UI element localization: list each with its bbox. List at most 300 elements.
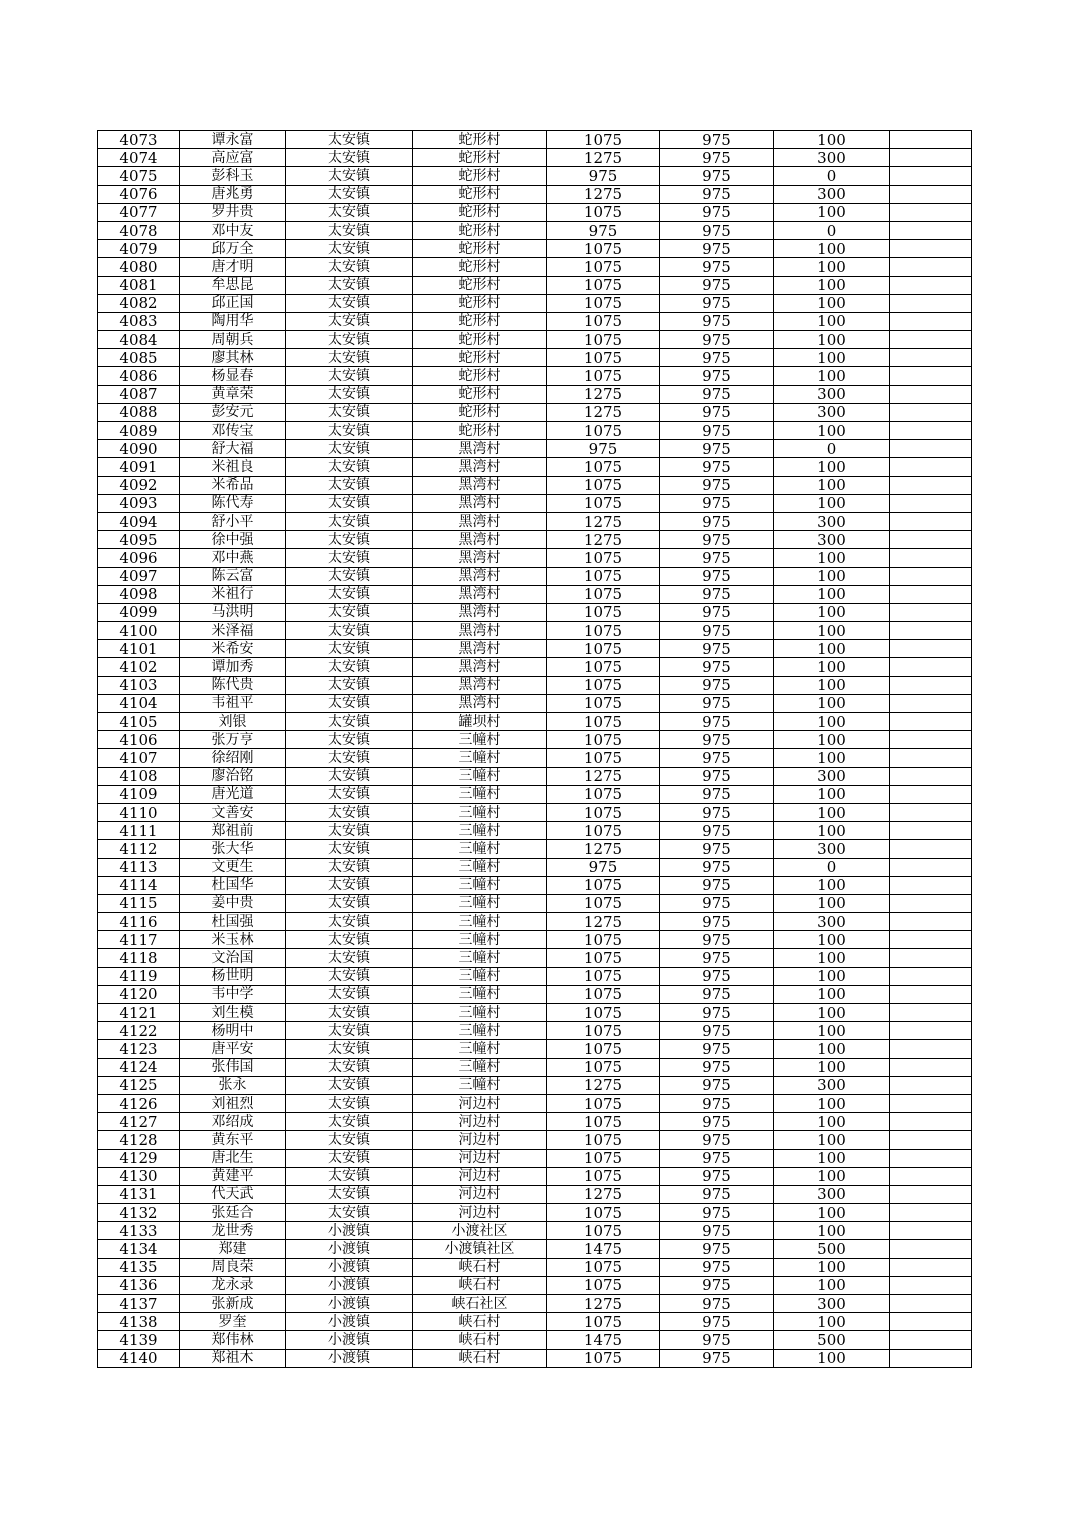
name-cell: 罗井贵	[180, 203, 286, 221]
amount-a-cell: 1275	[547, 403, 660, 421]
amount-c-cell: 300	[774, 149, 890, 167]
town-cell: 太安镇	[286, 749, 413, 767]
table-row	[98, 767, 972, 785]
name-cell: 代天武	[180, 1185, 286, 1203]
amount-a-cell: 1075	[547, 349, 660, 367]
row-number-cell: 4101	[98, 640, 180, 658]
amount-b-cell: 975	[660, 894, 774, 912]
amount-b-cell: 975	[660, 1149, 774, 1167]
village-cell: 三幢村	[413, 731, 547, 749]
amount-c-cell: 100	[774, 331, 890, 349]
remark-cell	[890, 1222, 972, 1240]
remark-cell	[890, 1076, 972, 1094]
remark-cell	[890, 1276, 972, 1294]
remark-cell	[890, 803, 972, 821]
amount-b-cell: 975	[660, 785, 774, 803]
remark-cell	[890, 567, 972, 585]
row-number-cell: 4087	[98, 385, 180, 403]
amount-c-cell: 100	[774, 876, 890, 894]
name-cell: 韦祖平	[180, 694, 286, 712]
table-row	[98, 585, 972, 603]
amount-b-cell: 975	[660, 822, 774, 840]
village-cell: 小渡镇社区	[413, 1240, 547, 1258]
amount-c-cell: 100	[774, 1040, 890, 1058]
row-number-cell: 4132	[98, 1204, 180, 1222]
town-cell: 太安镇	[286, 240, 413, 258]
amount-a-cell: 1075	[547, 876, 660, 894]
name-cell: 陈代寿	[180, 494, 286, 512]
amount-a-cell: 1075	[547, 1094, 660, 1112]
remark-cell	[890, 149, 972, 167]
table-row	[98, 1185, 972, 1203]
row-number-cell: 4134	[98, 1240, 180, 1258]
name-cell: 陈云富	[180, 567, 286, 585]
row-number-cell: 4119	[98, 967, 180, 985]
amount-a-cell: 1275	[547, 840, 660, 858]
amount-b-cell: 975	[660, 203, 774, 221]
village-cell: 罐坝村	[413, 713, 547, 731]
amount-a-cell: 975	[547, 167, 660, 185]
amount-b-cell: 975	[660, 985, 774, 1003]
remark-cell	[890, 403, 972, 421]
village-cell: 三幢村	[413, 1076, 547, 1094]
row-number-cell: 4102	[98, 658, 180, 676]
name-cell: 张廷合	[180, 1204, 286, 1222]
row-number-cell: 4115	[98, 894, 180, 912]
row-number-cell: 4091	[98, 458, 180, 476]
remark-cell	[890, 949, 972, 967]
amount-b-cell: 975	[660, 858, 774, 876]
remark-cell	[890, 931, 972, 949]
town-cell: 太安镇	[286, 149, 413, 167]
village-cell: 黑湾村	[413, 567, 547, 585]
amount-a-cell: 1275	[547, 913, 660, 931]
amount-b-cell: 975	[660, 476, 774, 494]
town-cell: 太安镇	[286, 185, 413, 203]
name-cell: 文治国	[180, 949, 286, 967]
name-cell: 郑建	[180, 1240, 286, 1258]
village-cell: 三幢村	[413, 749, 547, 767]
name-cell: 廖治铭	[180, 767, 286, 785]
amount-b-cell: 975	[660, 603, 774, 621]
village-cell: 黑湾村	[413, 622, 547, 640]
town-cell: 太安镇	[286, 1022, 413, 1040]
table-row	[98, 731, 972, 749]
amount-a-cell: 1075	[547, 367, 660, 385]
remark-cell	[890, 1313, 972, 1331]
remark-cell	[890, 1040, 972, 1058]
village-cell: 黑湾村	[413, 676, 547, 694]
town-cell: 太安镇	[286, 167, 413, 185]
row-number-cell: 4137	[98, 1295, 180, 1313]
village-cell: 蛇形村	[413, 349, 547, 367]
village-cell: 三幢村	[413, 1040, 547, 1058]
amount-c-cell: 100	[774, 1276, 890, 1294]
town-cell: 太安镇	[286, 767, 413, 785]
amount-a-cell: 1075	[547, 549, 660, 567]
village-cell: 河边村	[413, 1185, 547, 1203]
table-row	[98, 476, 972, 494]
table-row	[98, 822, 972, 840]
amount-c-cell: 100	[774, 240, 890, 258]
row-number-cell: 4124	[98, 1058, 180, 1076]
amount-a-cell: 1075	[547, 258, 660, 276]
village-cell: 黑湾村	[413, 658, 547, 676]
town-cell: 小渡镇	[286, 1258, 413, 1276]
amount-a-cell: 1075	[547, 1022, 660, 1040]
amount-a-cell: 1075	[547, 1167, 660, 1185]
amount-a-cell: 1075	[547, 785, 660, 803]
remark-cell	[890, 876, 972, 894]
town-cell: 太安镇	[286, 1113, 413, 1131]
remark-cell	[890, 894, 972, 912]
village-cell: 峡石社区	[413, 1295, 547, 1313]
town-cell: 太安镇	[286, 367, 413, 385]
town-cell: 太安镇	[286, 822, 413, 840]
amount-a-cell: 975	[547, 440, 660, 458]
amount-b-cell: 975	[660, 1058, 774, 1076]
town-cell: 太安镇	[286, 785, 413, 803]
amount-c-cell: 100	[774, 658, 890, 676]
town-cell: 太安镇	[286, 967, 413, 985]
amount-b-cell: 975	[660, 803, 774, 821]
village-cell: 黑湾村	[413, 476, 547, 494]
amount-a-cell: 1075	[547, 585, 660, 603]
table-row	[98, 749, 972, 767]
amount-b-cell: 975	[660, 1167, 774, 1185]
remark-cell	[890, 676, 972, 694]
village-cell: 峡石村	[413, 1313, 547, 1331]
village-cell: 蛇形村	[413, 367, 547, 385]
amount-b-cell: 975	[660, 131, 774, 149]
table-row	[98, 785, 972, 803]
amount-b-cell: 975	[660, 167, 774, 185]
table-row	[98, 913, 972, 931]
amount-b-cell: 975	[660, 1040, 774, 1058]
name-cell: 唐才明	[180, 258, 286, 276]
amount-c-cell: 100	[774, 1222, 890, 1240]
town-cell: 小渡镇	[286, 1313, 413, 1331]
town-cell: 太安镇	[286, 1149, 413, 1167]
amount-c-cell: 100	[774, 803, 890, 821]
row-number-cell: 4098	[98, 585, 180, 603]
amount-a-cell: 1075	[547, 967, 660, 985]
remark-cell	[890, 785, 972, 803]
row-number-cell: 4110	[98, 803, 180, 821]
remark-cell	[890, 1022, 972, 1040]
amount-b-cell: 975	[660, 149, 774, 167]
remark-cell	[890, 131, 972, 149]
village-cell: 黑湾村	[413, 531, 547, 549]
town-cell: 太安镇	[286, 422, 413, 440]
village-cell: 河边村	[413, 1204, 547, 1222]
amount-c-cell: 0	[774, 221, 890, 239]
amount-a-cell: 1275	[547, 767, 660, 785]
row-number-cell: 4074	[98, 149, 180, 167]
town-cell: 太安镇	[286, 403, 413, 421]
amount-c-cell: 100	[774, 640, 890, 658]
remark-cell	[890, 1295, 972, 1313]
amount-c-cell: 100	[774, 294, 890, 312]
town-cell: 太安镇	[286, 294, 413, 312]
table-row	[98, 1131, 972, 1149]
amount-b-cell: 975	[660, 622, 774, 640]
amount-b-cell: 975	[660, 1131, 774, 1149]
table-row	[98, 512, 972, 530]
amount-a-cell: 1075	[547, 1131, 660, 1149]
amount-c-cell: 100	[774, 258, 890, 276]
town-cell: 太安镇	[286, 913, 413, 931]
row-number-cell: 4103	[98, 676, 180, 694]
name-cell: 邱万全	[180, 240, 286, 258]
amount-a-cell: 1075	[547, 1313, 660, 1331]
table-row	[98, 385, 972, 403]
amount-a-cell: 1075	[547, 276, 660, 294]
row-number-cell: 4140	[98, 1349, 180, 1367]
name-cell: 杜国强	[180, 913, 286, 931]
name-cell: 谭加秀	[180, 658, 286, 676]
amount-a-cell: 1075	[547, 331, 660, 349]
row-number-cell: 4079	[98, 240, 180, 258]
amount-b-cell: 975	[660, 567, 774, 585]
amount-b-cell: 975	[660, 1331, 774, 1349]
row-number-cell: 4139	[98, 1331, 180, 1349]
name-cell: 黄建平	[180, 1167, 286, 1185]
remark-cell	[890, 1131, 972, 1149]
town-cell: 太安镇	[286, 440, 413, 458]
row-number-cell: 4105	[98, 713, 180, 731]
amount-c-cell: 100	[774, 585, 890, 603]
amount-b-cell: 975	[660, 1276, 774, 1294]
amount-b-cell: 975	[660, 840, 774, 858]
amount-b-cell: 975	[660, 458, 774, 476]
amount-a-cell: 1475	[547, 1240, 660, 1258]
village-cell: 黑湾村	[413, 494, 547, 512]
village-cell: 峡石村	[413, 1349, 547, 1367]
table-row	[98, 676, 972, 694]
row-number-cell: 4136	[98, 1276, 180, 1294]
amount-c-cell: 100	[774, 1258, 890, 1276]
name-cell: 郑祖木	[180, 1349, 286, 1367]
amount-a-cell: 1075	[547, 1004, 660, 1022]
amount-b-cell: 975	[660, 1222, 774, 1240]
amount-c-cell: 100	[774, 1349, 890, 1367]
row-number-cell: 4097	[98, 567, 180, 585]
amount-b-cell: 975	[660, 258, 774, 276]
remark-cell	[890, 1149, 972, 1167]
village-cell: 黑湾村	[413, 585, 547, 603]
row-number-cell: 4092	[98, 476, 180, 494]
amount-a-cell: 1075	[547, 640, 660, 658]
amount-c-cell: 100	[774, 312, 890, 330]
amount-b-cell: 975	[660, 1349, 774, 1367]
table-row	[98, 1004, 972, 1022]
village-cell: 三幢村	[413, 985, 547, 1003]
row-number-cell: 4084	[98, 331, 180, 349]
name-cell: 牟思昆	[180, 276, 286, 294]
name-cell: 唐平安	[180, 1040, 286, 1058]
name-cell: 米泽福	[180, 622, 286, 640]
name-cell: 徐中强	[180, 531, 286, 549]
name-cell: 米祖良	[180, 458, 286, 476]
row-number-cell: 4123	[98, 1040, 180, 1058]
amount-a-cell: 1075	[547, 494, 660, 512]
table-row	[98, 876, 972, 894]
amount-c-cell: 100	[774, 622, 890, 640]
amount-c-cell: 100	[774, 731, 890, 749]
name-cell: 刘生模	[180, 1004, 286, 1022]
table-row	[98, 622, 972, 640]
town-cell: 太安镇	[286, 876, 413, 894]
table-row	[98, 713, 972, 731]
town-cell: 小渡镇	[286, 1276, 413, 1294]
name-cell: 韦中学	[180, 985, 286, 1003]
town-cell: 太安镇	[286, 603, 413, 621]
village-cell: 蛇形村	[413, 276, 547, 294]
amount-c-cell: 100	[774, 1004, 890, 1022]
town-cell: 太安镇	[286, 694, 413, 712]
name-cell: 文善安	[180, 803, 286, 821]
table-row	[98, 1276, 972, 1294]
village-cell: 蛇形村	[413, 294, 547, 312]
remark-cell	[890, 913, 972, 931]
village-cell: 河边村	[413, 1094, 547, 1112]
name-cell: 龙世秀	[180, 1222, 286, 1240]
name-cell: 邓中燕	[180, 549, 286, 567]
village-cell: 蛇形村	[413, 258, 547, 276]
table-row	[98, 185, 972, 203]
table-row	[98, 312, 972, 330]
remark-cell	[890, 531, 972, 549]
table-row	[98, 1295, 972, 1313]
amount-c-cell: 500	[774, 1240, 890, 1258]
name-cell: 马洪明	[180, 603, 286, 621]
town-cell: 太安镇	[286, 676, 413, 694]
name-cell: 刘祖烈	[180, 1094, 286, 1112]
table-row	[98, 221, 972, 239]
village-cell: 蛇形村	[413, 240, 547, 258]
amount-b-cell: 975	[660, 512, 774, 530]
row-number-cell: 4081	[98, 276, 180, 294]
village-cell: 黑湾村	[413, 694, 547, 712]
village-cell: 三幢村	[413, 785, 547, 803]
table-row	[98, 1222, 972, 1240]
table-row	[98, 1040, 972, 1058]
amount-a-cell: 1275	[547, 185, 660, 203]
name-cell: 郑祖前	[180, 822, 286, 840]
table-row	[98, 1204, 972, 1222]
row-number-cell: 4076	[98, 185, 180, 203]
amount-a-cell: 1075	[547, 713, 660, 731]
name-cell: 周良荣	[180, 1258, 286, 1276]
amount-b-cell: 975	[660, 749, 774, 767]
table-row	[98, 1076, 972, 1094]
table-row	[98, 1094, 972, 1112]
row-number-cell: 4089	[98, 422, 180, 440]
town-cell: 太安镇	[286, 1040, 413, 1058]
amount-a-cell: 1075	[547, 312, 660, 330]
table-row	[98, 458, 972, 476]
amount-c-cell: 100	[774, 694, 890, 712]
name-cell: 徐绍刚	[180, 749, 286, 767]
name-cell: 陶用华	[180, 312, 286, 330]
row-number-cell: 4114	[98, 876, 180, 894]
table-row	[98, 494, 972, 512]
row-number-cell: 4083	[98, 312, 180, 330]
remark-cell	[890, 203, 972, 221]
amount-b-cell: 975	[660, 549, 774, 567]
table-row	[98, 1167, 972, 1185]
remark-cell	[890, 731, 972, 749]
table-row	[98, 1058, 972, 1076]
table-row	[98, 331, 972, 349]
amount-a-cell: 1075	[547, 1222, 660, 1240]
amount-b-cell: 975	[660, 331, 774, 349]
table-row	[98, 931, 972, 949]
amount-b-cell: 975	[660, 694, 774, 712]
row-number-cell: 4112	[98, 840, 180, 858]
amount-c-cell: 100	[774, 349, 890, 367]
town-cell: 小渡镇	[286, 1295, 413, 1313]
table-row	[98, 294, 972, 312]
amount-c-cell: 300	[774, 512, 890, 530]
village-cell: 蛇形村	[413, 203, 547, 221]
amount-b-cell: 975	[660, 1258, 774, 1276]
town-cell: 太安镇	[286, 476, 413, 494]
row-number-cell: 4086	[98, 367, 180, 385]
row-number-cell: 4109	[98, 785, 180, 803]
amount-b-cell: 975	[660, 367, 774, 385]
remark-cell	[890, 658, 972, 676]
village-cell: 黑湾村	[413, 549, 547, 567]
amount-b-cell: 975	[660, 1094, 774, 1112]
village-cell: 三幢村	[413, 913, 547, 931]
remark-cell	[890, 1258, 972, 1276]
row-number-cell: 4118	[98, 949, 180, 967]
amount-c-cell: 300	[774, 531, 890, 549]
amount-a-cell: 1275	[547, 531, 660, 549]
table-row	[98, 567, 972, 585]
village-cell: 黑湾村	[413, 512, 547, 530]
town-cell: 太安镇	[286, 131, 413, 149]
amount-c-cell: 100	[774, 1313, 890, 1331]
remark-cell	[890, 349, 972, 367]
amount-a-cell: 1075	[547, 1058, 660, 1076]
name-cell: 陈代贵	[180, 676, 286, 694]
village-cell: 三幢村	[413, 1004, 547, 1022]
amount-a-cell: 1075	[547, 731, 660, 749]
village-cell: 峡石村	[413, 1276, 547, 1294]
amount-c-cell: 100	[774, 894, 890, 912]
amount-a-cell: 1075	[547, 749, 660, 767]
name-cell: 罗奎	[180, 1313, 286, 1331]
name-cell: 舒大福	[180, 440, 286, 458]
town-cell: 太安镇	[286, 1167, 413, 1185]
name-cell: 唐兆勇	[180, 185, 286, 203]
amount-c-cell: 0	[774, 167, 890, 185]
table-row	[98, 240, 972, 258]
village-cell: 蛇形村	[413, 149, 547, 167]
name-cell: 黄章荣	[180, 385, 286, 403]
amount-c-cell: 100	[774, 603, 890, 621]
amount-a-cell: 1075	[547, 567, 660, 585]
town-cell: 太安镇	[286, 931, 413, 949]
village-cell: 三幢村	[413, 803, 547, 821]
amount-a-cell: 1075	[547, 931, 660, 949]
amount-c-cell: 100	[774, 1058, 890, 1076]
name-cell: 张永	[180, 1076, 286, 1094]
amount-a-cell: 1075	[547, 949, 660, 967]
